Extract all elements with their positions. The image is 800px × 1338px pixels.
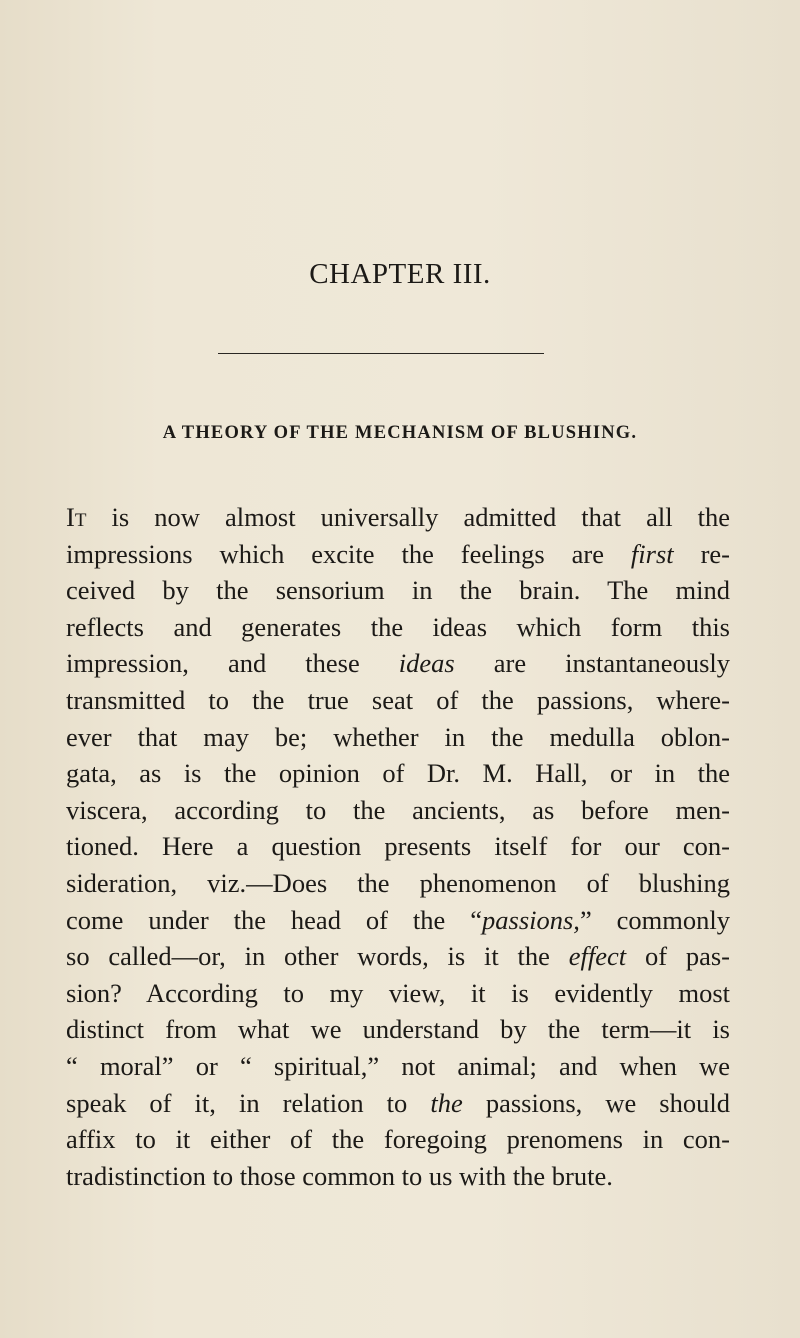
- text-line: [66, 1011, 730, 1048]
- text-line: [66, 682, 730, 719]
- line-text-tail: ” commonly: [579, 904, 730, 935]
- line-text: distinct from what we understand by the term—it is: [66, 1014, 730, 1045]
- line-text: is now almost universally admitted that all the: [86, 502, 730, 532]
- line-lead-small-caps: It: [66, 502, 87, 532]
- line-italic: effect: [568, 941, 627, 972]
- line-italic: the: [430, 1087, 463, 1118]
- line-text: viscera, according to the ancients, as before men-: [66, 794, 730, 825]
- line-text-tail: of pas-: [626, 941, 730, 972]
- line-text: ever that may be; whether in the medulla oblon-: [66, 721, 730, 752]
- line-text: transmitted to the true seat of the passions, where-: [66, 684, 730, 715]
- text-line: [66, 902, 730, 939]
- line-text: come under the head of the “: [66, 904, 482, 935]
- text-line: [66, 865, 730, 902]
- text-line: [66, 1048, 730, 1085]
- line-text-tail: re-: [673, 538, 730, 569]
- line-text: gata, as is the opinion of Dr. M. Hall, or in the: [66, 758, 730, 789]
- line-text: speak of it, in relation to: [66, 1087, 431, 1118]
- line-italic: ideas: [398, 648, 455, 679]
- line-text: tioned. Here a question presents itself for our con-: [66, 831, 730, 862]
- text-line: [66, 1121, 730, 1158]
- line-text: impression, and these: [66, 648, 399, 679]
- line-text: so called—or, in other words, is it the: [66, 941, 569, 972]
- divider-rule: [218, 353, 544, 354]
- body-paragraph: [66, 499, 730, 1194]
- line-text: impressions which excite the feelings are: [66, 538, 631, 569]
- line-text: tradistinction to those common to us with the brute.: [66, 1160, 613, 1191]
- text-line: [66, 719, 730, 756]
- text-line: [66, 499, 730, 536]
- line-text: “ moral” or “ spiritual,” not animal; and when we: [66, 1050, 730, 1081]
- text-line: [66, 828, 730, 865]
- text-line: [66, 975, 730, 1012]
- line-italic: passions,: [482, 904, 580, 935]
- chapter-heading: CHAPTER III.: [309, 258, 491, 290]
- line-text: affix to it either of the foregoing prenomens in con-: [66, 1124, 730, 1155]
- line-text-tail: are instantaneously: [454, 648, 730, 679]
- text-line: [66, 609, 730, 646]
- text-line: [66, 645, 730, 682]
- section-title: A THEORY OF THE MECHANISM OF BLUSHING.: [162, 423, 638, 443]
- line-text: reflects and generates the ideas which form this: [66, 611, 730, 642]
- line-text: sideration, viz.—Does the phenomenon of blushing: [66, 867, 730, 898]
- line-text: sion? According to my view, it is evidently most: [66, 977, 730, 1008]
- line-italic: first: [630, 538, 674, 569]
- text-line: [66, 792, 730, 829]
- line-text: ceived by the sensorium in the brain. The mind: [66, 575, 730, 606]
- text-line: [66, 1085, 730, 1122]
- text-line: [66, 1158, 730, 1195]
- line-text-tail: passions, we should: [462, 1087, 730, 1118]
- text-line: [66, 755, 730, 792]
- text-line: [66, 572, 730, 609]
- text-line: [66, 536, 730, 573]
- text-line: [66, 938, 730, 975]
